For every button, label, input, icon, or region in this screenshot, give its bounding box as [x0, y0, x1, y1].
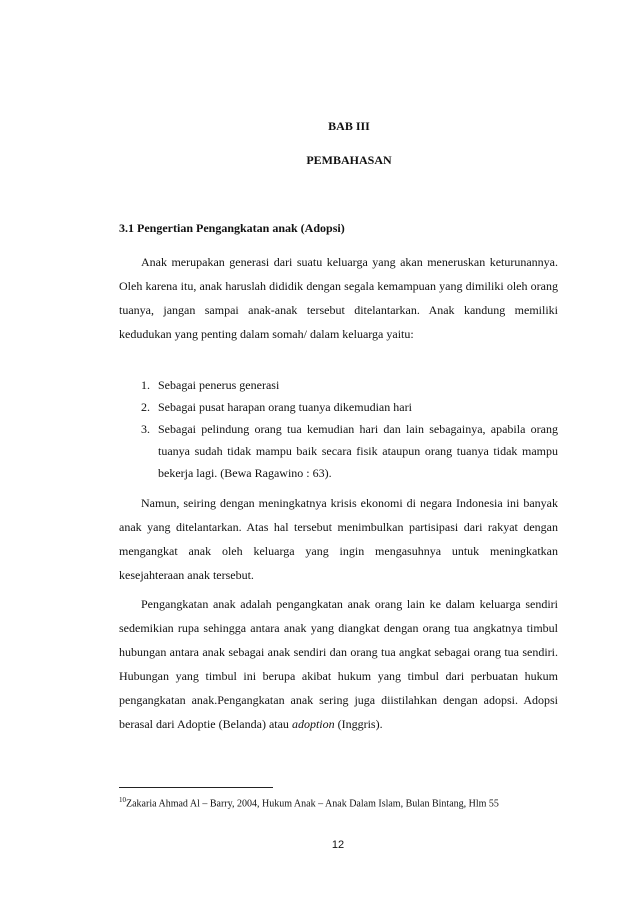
- list-item: [119, 374, 558, 396]
- page-number: 12: [331, 839, 345, 851]
- paragraph-3: [119, 592, 558, 736]
- list-item: [119, 396, 558, 418]
- paragraph-2-text: Namun, seiring dengan meningkatnya krisis ekonomi di negara Indonesia ini banyak anak yang ditelantarkan. Atas hal tersebut menimbulkan partisipasi dari rakyat dengan mengangkat anak oleh keluarga yang ingin mengasuhnya untuk meningkatkan kesejahteraan anak tersebut.: [119, 496, 558, 582]
- paragraph-3-after: (Inggris).: [334, 717, 383, 731]
- paragraph-2: [119, 491, 558, 587]
- footnote-marker: 10: [119, 796, 126, 804]
- chapter-title: PEMBAHASAN: [306, 153, 392, 167]
- footnote: [119, 796, 499, 809]
- list-item-text: Sebagai pelindung orang tua kemudian hari dan lain sebagainya, apabila orang tuanya sudah tidak mampu baik secara fisik ataupun orang tuanya tidak mampu bekerja lagi. (Bewa Ragawino : 63).: [158, 422, 558, 480]
- role-list: [119, 374, 558, 484]
- paragraph-3-before: Pengangkatan anak adalah pengangkatan anak orang lain ke dalam keluarga sendiri sedemikian rupa sehingga antara anak yang diangkat dengan orang tua angkatnya timbul hubungan antara anak sebagai anak sendiri dan orang tua angkat sebagai orang tua sendiri. Hubungan yang timbul ini berupa akibat hukum yang timbul dari perbuatan hukum pengangkatan anak.Pengangkatan anak sering juga diistilahkan dengan adopsi. Adopsi berasal dari Adoptie (Belanda) atau: [119, 597, 558, 731]
- list-item-text: Sebagai pusat harapan orang tuanya dikemudian hari: [158, 400, 412, 414]
- chapter-label: BAB III: [328, 119, 370, 133]
- list-item-text: Sebagai penerus generasi: [158, 378, 280, 392]
- list-item-number: 1.: [141, 378, 150, 392]
- footnote-divider: [119, 787, 273, 788]
- paragraph-1-text: Anak merupakan generasi dari suatu keluarga yang akan meneruskan keturunannya. Oleh karena itu, anak haruslah dididik dengan segala kemampuan yang dimiliki oleh orang tuanya, jangan sampai anak-anak tersebut ditelantarkan. Anak kandung memiliki kedudukan yang penting dalam somah/ dalam keluarga yaitu:: [119, 255, 558, 341]
- paragraph-3-term: adoption: [291, 717, 335, 731]
- section-heading: 3.1 Pengertian Pengangkatan anak (Adopsi): [119, 221, 345, 235]
- paragraph-3-text: [119, 592, 558, 736]
- footnote-text: Zakaria Ahmad Al – Barry, 2004, Hukum Anak – Anak Dalam Islam, Bulan Bintang, Hlm 55: [126, 798, 499, 810]
- paragraph-1: [119, 250, 558, 346]
- list-item-number: 2.: [141, 400, 150, 414]
- list-item: [119, 418, 558, 484]
- list-item-number: 3.: [141, 422, 150, 436]
